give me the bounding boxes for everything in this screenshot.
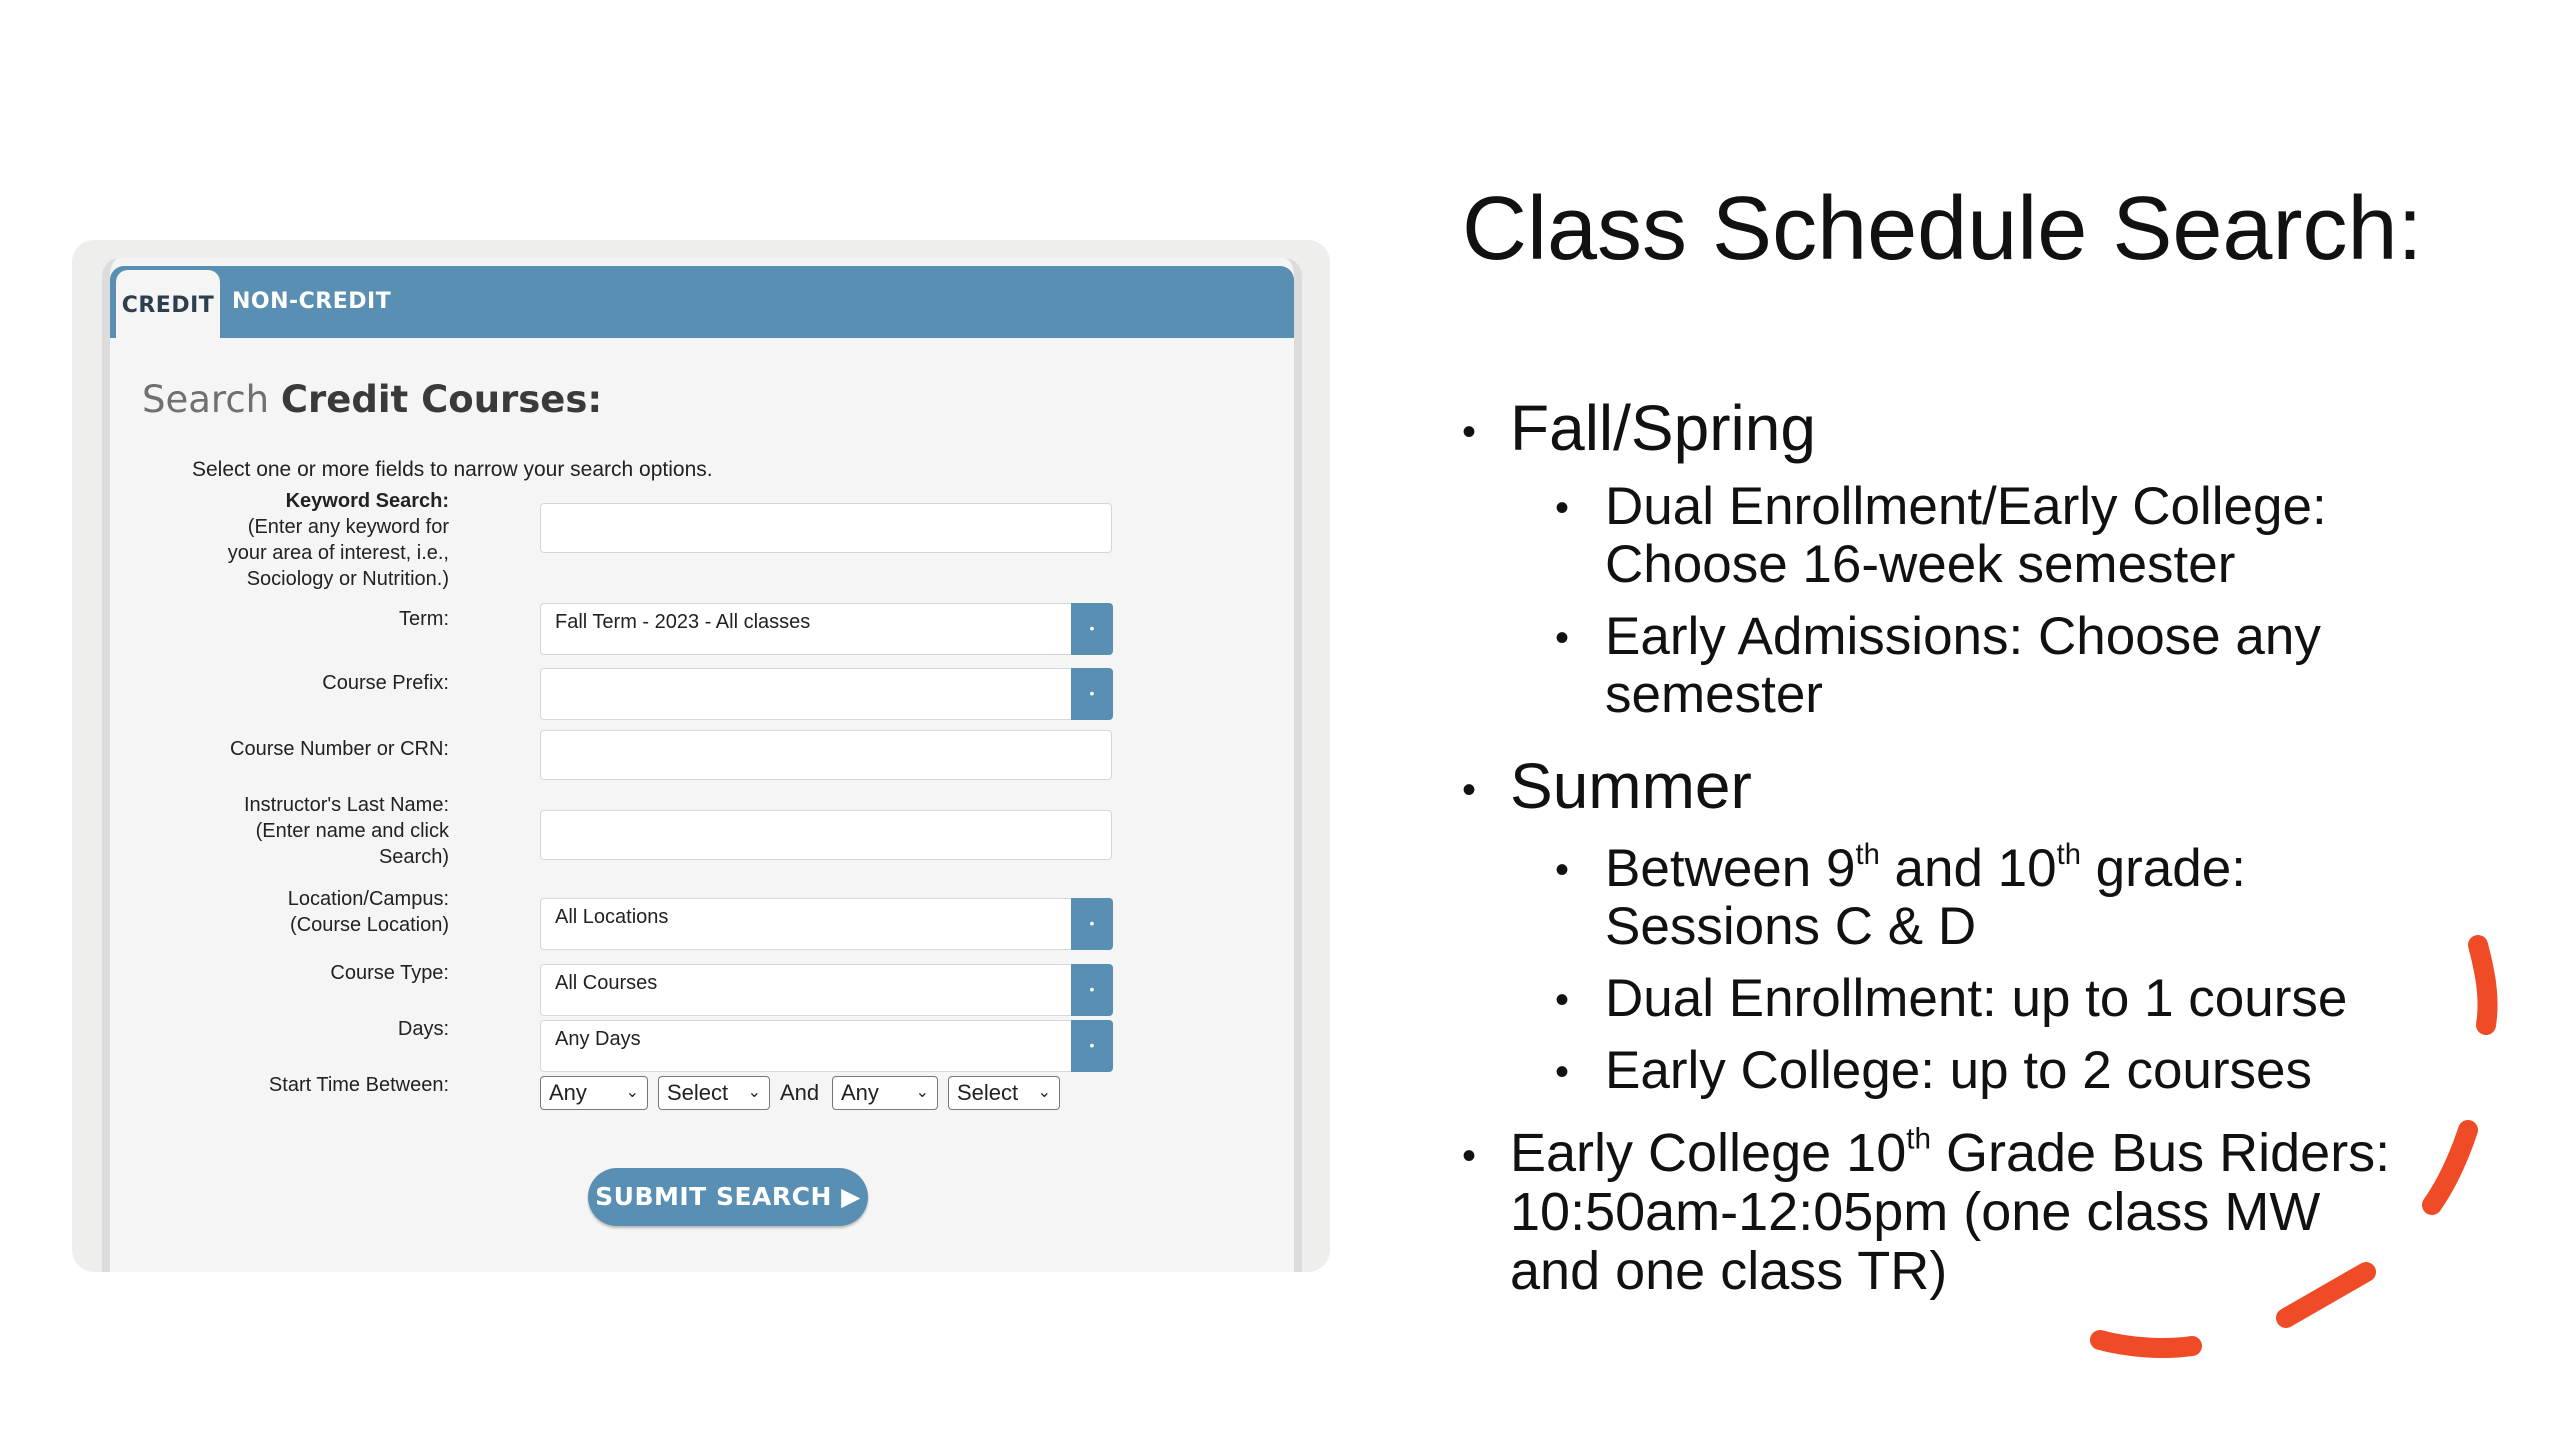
summer-between-sup2: th bbox=[2056, 839, 2081, 872]
bullet-dot: • bbox=[1555, 486, 1570, 530]
course-type-label: Course Type: bbox=[330, 962, 449, 984]
summer-between-c: grade: bbox=[2080, 839, 2246, 898]
bus-line1-sup: th bbox=[1906, 1122, 1931, 1156]
play-arrow-icon: ▶ bbox=[841, 1182, 861, 1211]
days-dropdown-arrow-icon[interactable]: • bbox=[1071, 1020, 1113, 1072]
term-label: Term: bbox=[399, 608, 449, 630]
prefix-dropdown-arrow-icon[interactable]: • bbox=[1071, 668, 1113, 720]
bullet-dot: • bbox=[1462, 1134, 1477, 1178]
start-time-label: Start Time Between: bbox=[268, 1074, 449, 1096]
prefix-label: Course Prefix: bbox=[322, 672, 449, 694]
location-label-1: Location/Campus: bbox=[287, 888, 449, 910]
bullet-dot: • bbox=[1462, 768, 1477, 812]
bullet-dot: • bbox=[1555, 978, 1570, 1022]
bus-line2: 10:50am-12:05pm (one class MW bbox=[1510, 1182, 2321, 1242]
days-select-value: Any Days bbox=[555, 1028, 641, 1050]
summer-between-b: and 10 bbox=[1879, 839, 2057, 898]
bus-line3: and one class TR) bbox=[1510, 1241, 1948, 1301]
keyword-label-title: Keyword Search: bbox=[285, 490, 449, 512]
keyword-help-3: Sociology or Nutrition.) bbox=[246, 568, 449, 590]
submit-search-label: SUBMIT SEARCH bbox=[595, 1182, 832, 1211]
slide-title: Class Schedule Search: bbox=[1462, 179, 2423, 279]
chevron-down-icon: ⌄ bbox=[747, 1084, 761, 1101]
chevron-down-icon: ⌄ bbox=[625, 1084, 639, 1101]
time-to-ampm-value: Select bbox=[957, 1080, 1019, 1105]
form-instructions: Select one or more fields to narrow your search options. bbox=[192, 458, 713, 481]
summer-between-a: Between 9 bbox=[1605, 839, 1856, 898]
fall-spring-dual-line2: Choose 16-week semester bbox=[1605, 535, 2236, 594]
form-title-bold: Credit Courses: bbox=[280, 378, 603, 421]
time-to-hour-value: Any bbox=[841, 1080, 879, 1105]
course-number-label: Course Number or CRN: bbox=[230, 738, 449, 760]
annotation-stroke-left-bottom bbox=[2100, 1340, 2192, 1348]
chevron-down-icon: ⌄ bbox=[1037, 1084, 1051, 1101]
course-type-select-value: All Courses bbox=[555, 972, 658, 994]
bullet-dot: • bbox=[1555, 616, 1570, 660]
days-label: Days: bbox=[397, 1018, 449, 1040]
instructor-label-2: (Enter name and click bbox=[255, 820, 449, 842]
chevron-down-icon: ⌄ bbox=[915, 1084, 929, 1101]
summer-early: Early College: up to 2 courses bbox=[1605, 1041, 2313, 1100]
term-select-value: Fall Term - 2023 - All classes bbox=[555, 611, 811, 633]
fall-spring-early-line1: Early Admissions: Choose any bbox=[1605, 607, 2321, 666]
location-select-value: All Locations bbox=[555, 906, 669, 928]
tab-credit[interactable]: CREDIT bbox=[116, 270, 220, 342]
summer-between-line2: Sessions C & D bbox=[1605, 897, 1977, 956]
summer-dual: Dual Enrollment: up to 1 course bbox=[1605, 969, 2348, 1028]
keyword-help-2: your area of interest, i.e., bbox=[227, 542, 449, 564]
annotation-stroke-mid bbox=[2432, 1130, 2468, 1205]
time-from-hour-value: Any bbox=[549, 1080, 587, 1105]
summer-between-sup1: th bbox=[1855, 839, 1880, 872]
bus-line1-b: Grade Bus Riders: bbox=[1931, 1123, 2391, 1183]
bullet-dot: • bbox=[1555, 1050, 1570, 1094]
tab-non-credit[interactable]: NON-CREDIT bbox=[232, 289, 392, 314]
form-title-light: Search bbox=[142, 378, 270, 421]
annotation-stroke-right-bottom bbox=[2286, 1272, 2366, 1318]
annotation-stroke-top bbox=[2478, 945, 2488, 1025]
time-from-ampm-value: Select bbox=[667, 1080, 729, 1105]
fall-spring-dual-line1: Dual Enrollment/Early College: bbox=[1605, 477, 2327, 536]
location-dropdown-arrow-icon[interactable]: • bbox=[1071, 898, 1113, 950]
course-type-dropdown-arrow-icon[interactable]: • bbox=[1071, 964, 1113, 1016]
term-dropdown-arrow-icon[interactable]: • bbox=[1071, 603, 1113, 655]
and-text: And bbox=[780, 1080, 820, 1105]
summer-heading: Summer bbox=[1510, 750, 1752, 822]
fall-spring-early-line2: semester bbox=[1605, 665, 1823, 724]
keyword-help-1: (Enter any keyword for bbox=[247, 516, 449, 538]
location-label-2: (Course Location) bbox=[290, 914, 449, 936]
bullet-dot: • bbox=[1555, 848, 1570, 892]
instructor-label-1: Instructor's Last Name: bbox=[244, 794, 449, 816]
bullet-dot: • bbox=[1462, 410, 1477, 454]
bus-line1-a: Early College 10 bbox=[1510, 1123, 1907, 1183]
instructor-label-3: Search) bbox=[378, 846, 449, 868]
fall-spring-heading: Fall/Spring bbox=[1510, 392, 1816, 464]
